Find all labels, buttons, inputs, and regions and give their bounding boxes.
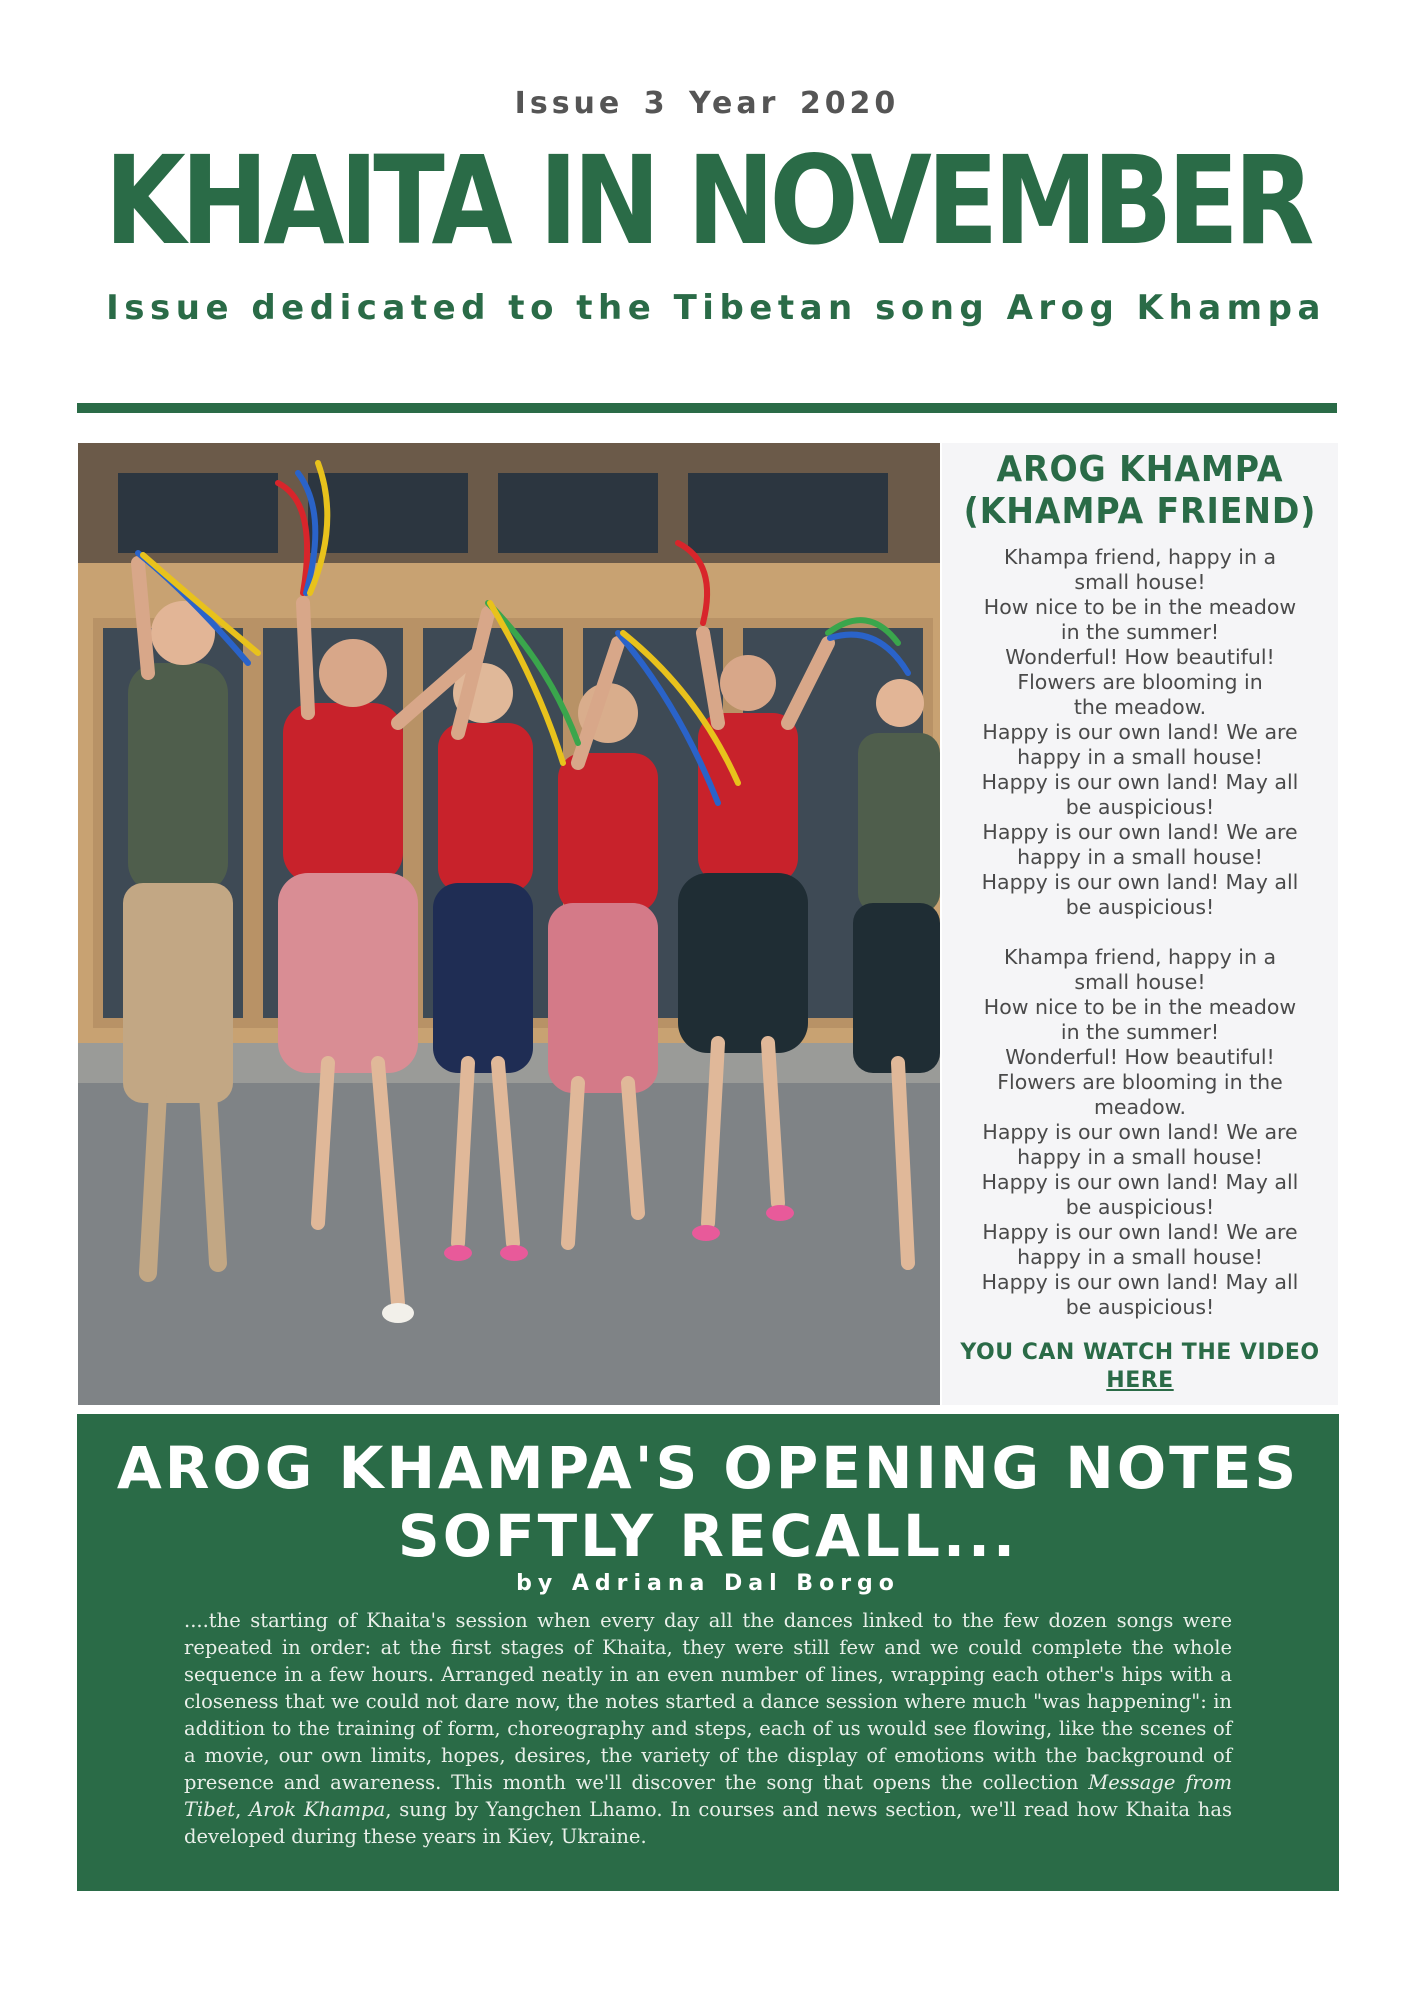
lyric-line: happy in a small house! xyxy=(1017,845,1263,869)
lyric-line: in the summer! xyxy=(1060,620,1220,644)
lyric-line: Happy is our own land! We are xyxy=(982,1120,1298,1144)
lyric-line: How nice to be in the meadow xyxy=(983,995,1297,1019)
article-title xyxy=(77,1434,1339,1570)
lyrics-stanza-2 xyxy=(942,945,1338,1320)
lyrics-panel xyxy=(942,443,1338,1405)
lyric-line: happy in a small house! xyxy=(1017,1245,1263,1269)
lyric-line: Khampa friend, happy in a xyxy=(1003,945,1277,969)
lyric-line: Flowers are blooming in the xyxy=(997,1070,1283,1094)
lyric-line: happy in a small house! xyxy=(1017,1145,1263,1169)
article-title-line1: AROG KHAMPA'S OPENING NOTES xyxy=(116,1434,1300,1502)
lyric-line: happy in a small house! xyxy=(1017,745,1263,769)
article-panel xyxy=(77,1414,1339,1891)
dancers-photo xyxy=(78,443,940,1405)
article-body xyxy=(184,1607,1232,1850)
lyric-line: Wonderful! How beautiful! xyxy=(1005,1045,1275,1069)
lyric-line: Flowers are blooming in xyxy=(1017,670,1263,694)
lyric-line: Wonderful! How beautiful! xyxy=(1005,645,1275,669)
lyric-line: small house! xyxy=(1074,570,1206,594)
lyric-line: Happy is our own land! May all xyxy=(981,1270,1299,1294)
article-title-line2: SOFTLY RECALL... xyxy=(397,1502,1019,1570)
lyric-line: Happy is our own land! We are xyxy=(982,1220,1298,1244)
article-byline: by Adriana Dal Borgo xyxy=(516,1571,900,1596)
lyrics-text xyxy=(942,545,1338,1320)
lyric-line: be auspicious! xyxy=(1065,1295,1215,1319)
lyric-line: be auspicious! xyxy=(1065,1195,1215,1219)
article-body-part2: , sung by Yangchen Lhamo. In courses and news section, we'll read how Khaita has developed during these years in Kiev, Ukraine. xyxy=(184,1798,1232,1848)
lyric-line: Happy is our own land! May all xyxy=(981,770,1299,794)
lyric-line: Happy is our own land! We are xyxy=(982,820,1298,844)
lyrics-title-line1: AROG KHAMPA xyxy=(996,449,1284,490)
header-divider xyxy=(77,403,1337,413)
lyric-line: Happy is our own land! May all xyxy=(981,1170,1299,1194)
watch-video-callout xyxy=(942,1339,1338,1395)
lyric-line: How nice to be in the meadow xyxy=(983,595,1297,619)
lyric-line: Khampa friend, happy in a xyxy=(1003,545,1277,569)
lyric-line: be auspicious! xyxy=(1065,795,1215,819)
newsletter-subtitle: Issue dedicated to the Tibetan song Arog Khampa xyxy=(106,288,1326,328)
lyric-line: in the summer! xyxy=(1060,1020,1220,1044)
lyric-line: small house! xyxy=(1074,970,1206,994)
issue-label: Issue 3 Year 2020 xyxy=(514,86,900,121)
newsletter-title: KHAITA IN NOVEMBER xyxy=(104,130,1310,272)
lyrics-stanza-1 xyxy=(942,545,1338,920)
lyric-line: the meadow. xyxy=(1073,695,1207,719)
lyric-line: Happy is our own land! May all xyxy=(981,870,1299,894)
article-body-comma: , xyxy=(235,1798,242,1821)
article-body-italic-song: Arok Khampa xyxy=(249,1798,386,1821)
watch-video-text: YOU CAN WATCH THE VIDEO xyxy=(960,1340,1320,1365)
watch-video-link[interactable]: HERE xyxy=(1106,1368,1174,1393)
article-body-italic-title: Message from Tibet xyxy=(184,1771,1233,1821)
lyric-line: be auspicious! xyxy=(1065,895,1215,919)
lyric-line: meadow. xyxy=(1093,1095,1187,1119)
lyric-line: Happy is our own land! We are xyxy=(982,720,1298,744)
lyrics-title-line2: (KHAMPA FRIEND) xyxy=(963,491,1317,532)
article-body-part1: ....the starting of Khaita's session when every day all the dances linked to the few dozen songs were repeated in order: at the first stages of Khaita, they were still few and we could complete the whole sequence in a few hours. Arranged neatly in an even number of lines, wrapping each other's hips with a closeness that we could not dare now, the notes started a dance session where much "was happening": in addition to the training of form, choreography and steps, each of us would see flowing, like the scenes of a movie, our own limits, hopes, desires, the variety of the display of emotions with the background of presence and awareness. This month we'll discover the song that opens the collection xyxy=(184,1609,1232,1794)
